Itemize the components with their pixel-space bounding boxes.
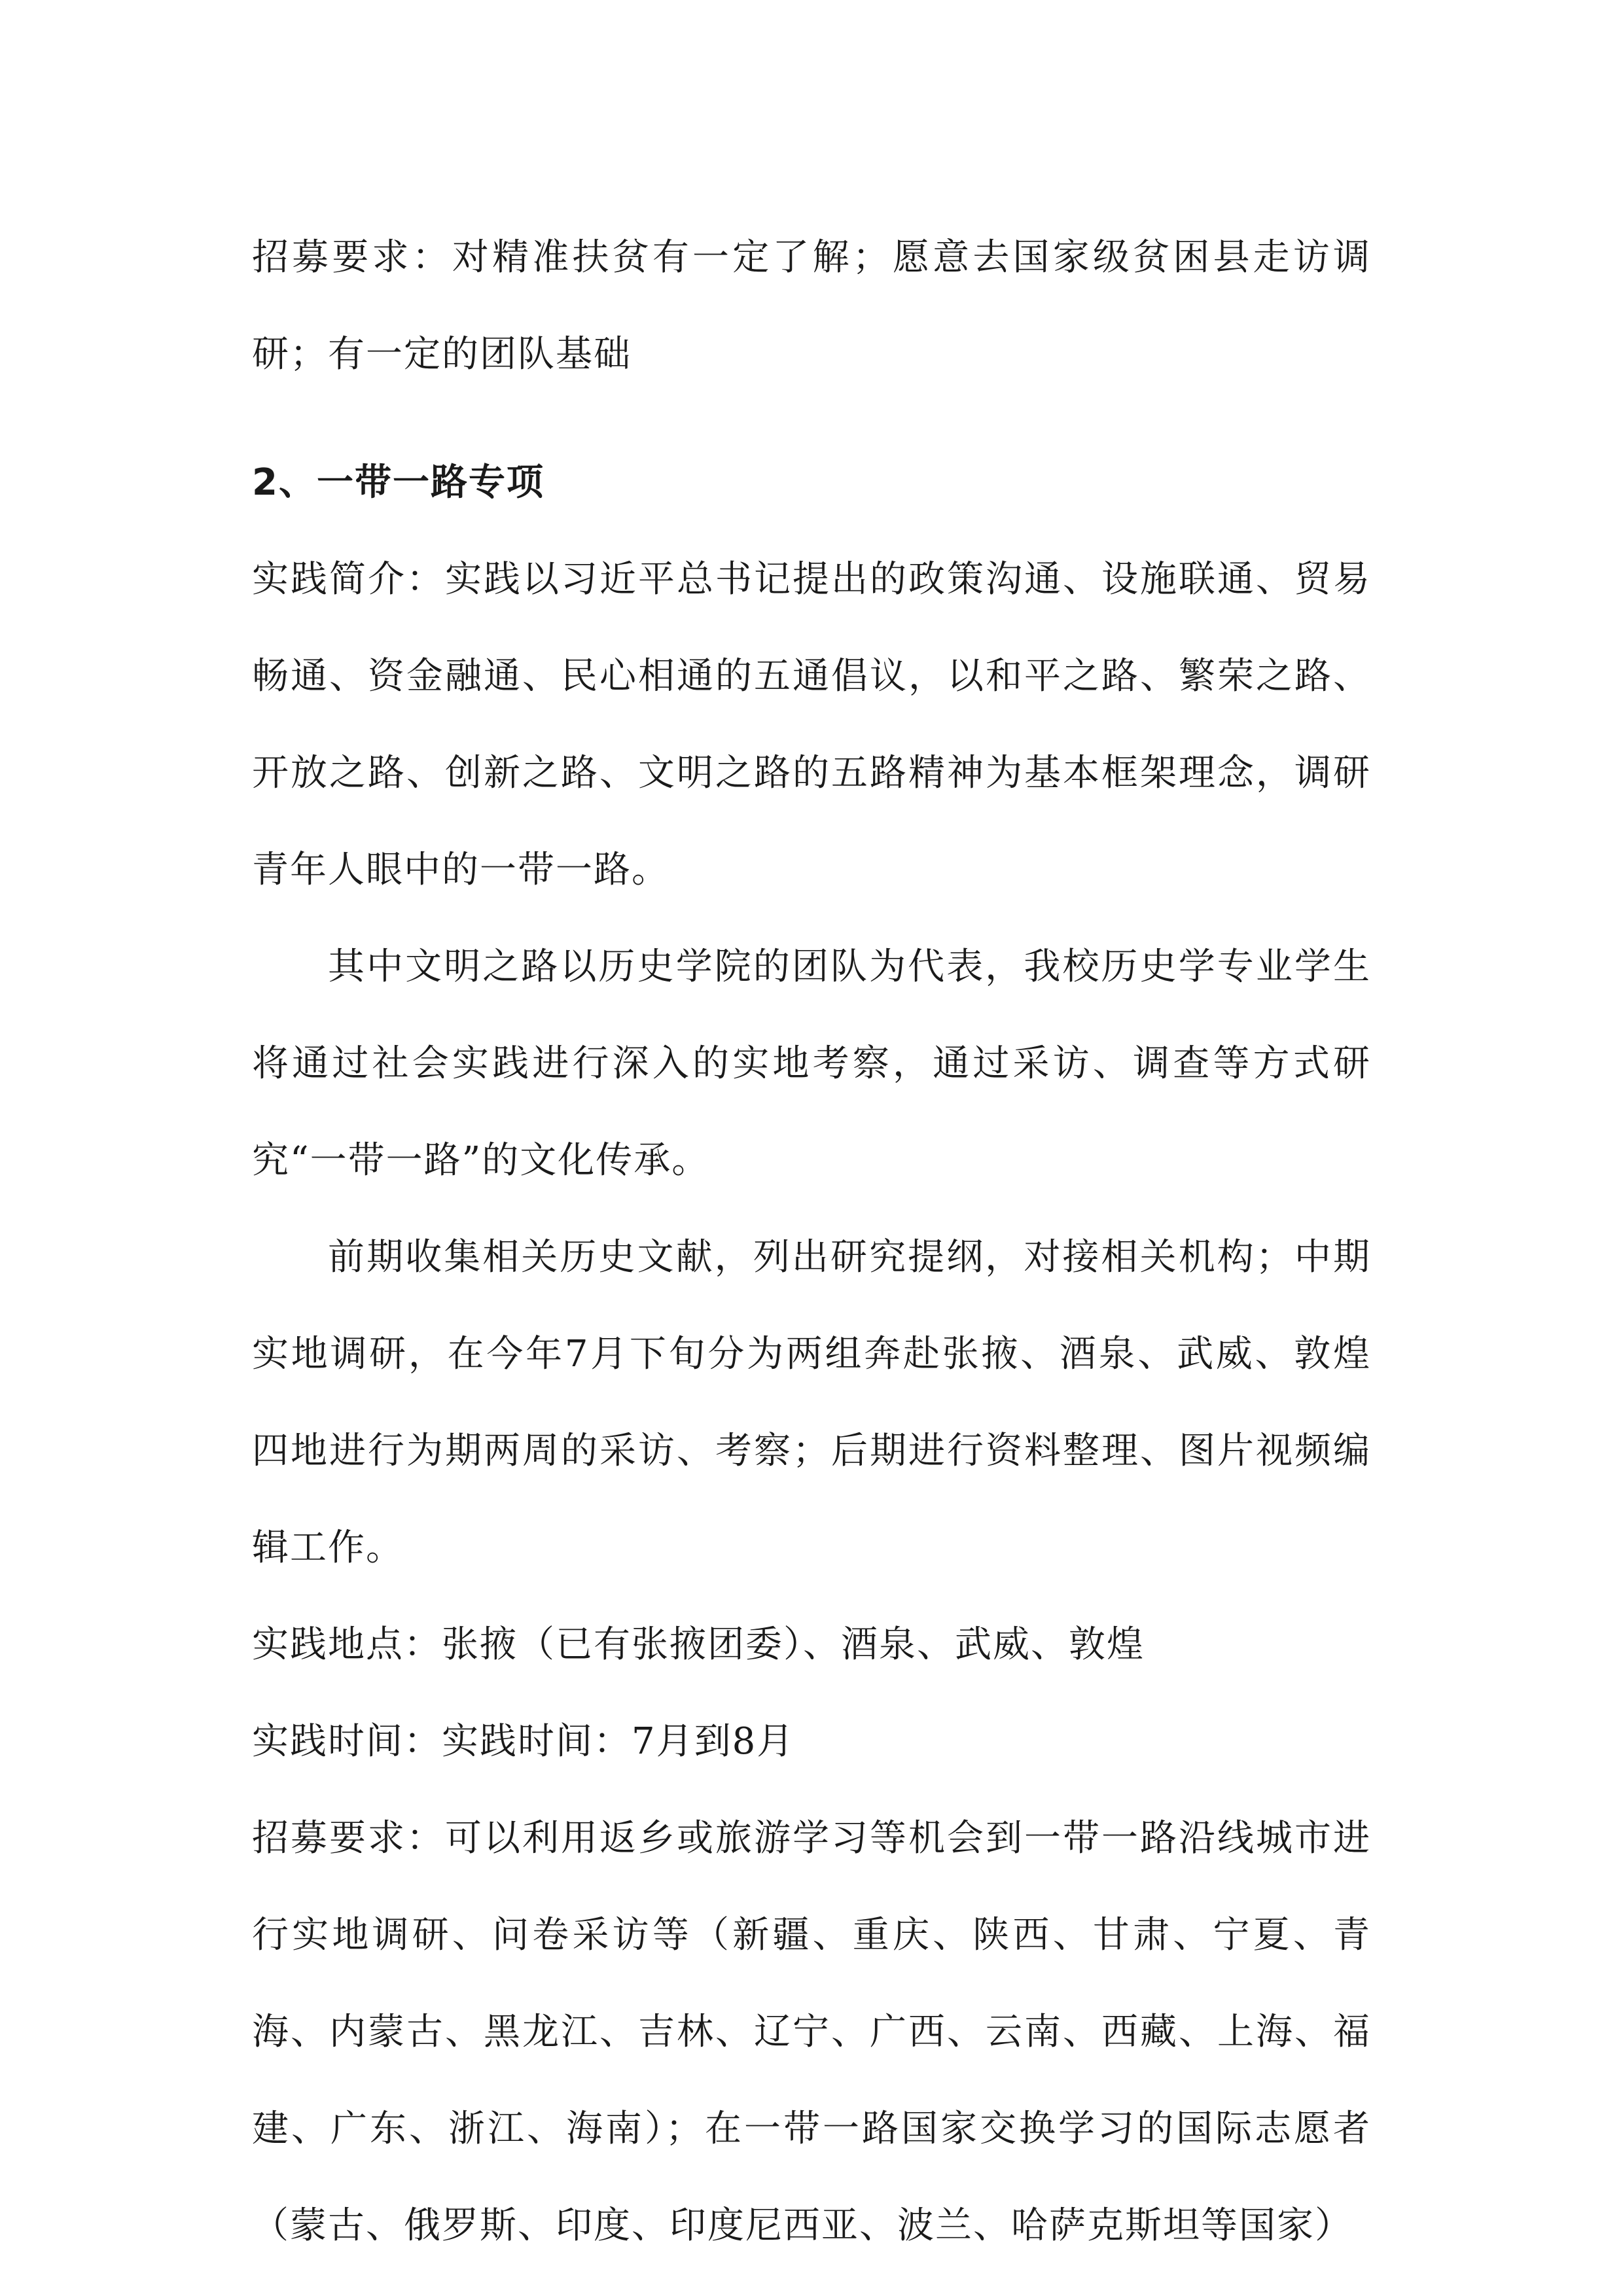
recruitment-requirements-belt-road-paragraph: 招募要求：可以利用返乡或旅游学习等机会到一带一路沿线城市进行实地调研、问卷采访等（新疆、重庆、陕西、甘肃、宁夏、青海、内蒙古、黑龙江、吉林、辽宁、广西、云南、西藏、上海、福建、广东、浙江、海南）；在一带一路国家交换学习的国际志愿者（蒙古、俄罗斯、印度、印度尼西亚、波兰、哈萨克斯坦等国家）	[252, 1817, 1371, 2247]
practice-intro-paragraph: 实践简介：实践以习近平总书记提出的政策沟通、设施联通、贸易畅通、资金融通、民心相通的五通倡议，以和平之路、繁荣之路、开放之路、创新之路、文明之路的五路精神为基本框架理念，调研青年人眼中的一带一路。	[252, 558, 1371, 891]
civilization-road-paragraph: 其中文明之路以历史学院的团队为代表，我校历史学专业学生将通过社会实践进行深入的实地考察，通过采访、调查等方式研究“一带一路”的文化传承。	[252, 945, 1371, 1182]
schedule-paragraph: 前期收集相关历史文献，列出研究提纲，对接相关机构；中期实地调研，在今年7月下旬分为两组奔赴张掖、酒泉、武威、敦煌四地进行为期两周的采访、考察；后期进行资料整理、图片视频编辑工作。	[252, 1236, 1371, 1569]
practice-location-paragraph: 实践地点：张掖（已有张掖团委）、酒泉、武威、敦煌	[252, 1623, 1145, 1666]
recruitment-requirements-paragraph: 招募要求：对精准扶贫有一定了解；愿意去国家级贫困县走访调研；有一定的团队基础	[252, 236, 1371, 376]
practice-time-paragraph: 实践时间：实践时间：7月到8月	[252, 1720, 795, 1763]
section-heading: 2、一带一路专项	[252, 461, 544, 504]
document-page	[252, 209, 1371, 2274]
spacer	[252, 403, 1371, 434]
